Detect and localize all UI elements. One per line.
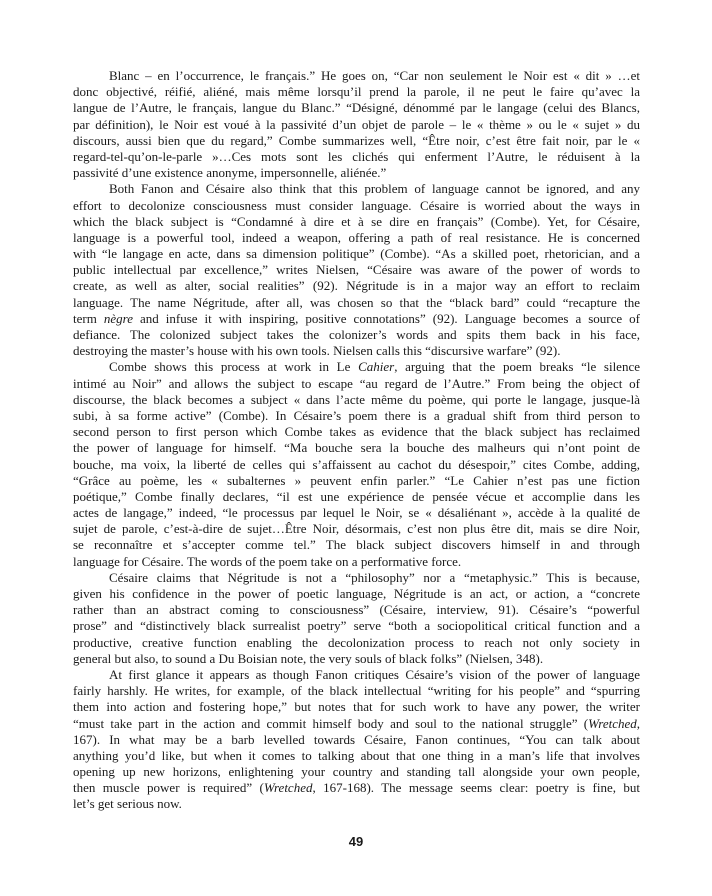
- text-segment: “Grâce au poème, les « subalternes » peuvent enfin parler.” “Le Cahier n’est pas une fiction: [73, 472, 640, 488]
- text-segment: general but also, to sound a Du Boisian note, the very souls of black folks” (Nielsen, 348).: [73, 650, 544, 666]
- document-body: [73, 68, 640, 813]
- text-line: [73, 311, 640, 327]
- text-line: [73, 667, 640, 683]
- text-line: [73, 424, 640, 440]
- text-segment: ,: [636, 715, 640, 731]
- paragraph: [73, 570, 640, 667]
- text-segment: se reconnaître et s’accepter comme tel.” The black subject discovers himself in and through: [73, 537, 640, 553]
- text-line: [73, 68, 640, 84]
- text-segment: langue de l’Autre, le français, langue du Blanc.” “Désigné, dénommé par le langage (celui des Blancs,: [73, 100, 640, 116]
- text-segment: them into action and fostering hope,” but notes that for such work to have any power, the writer: [73, 699, 640, 715]
- text-line: [73, 570, 640, 586]
- text-segment: with “le langage en acte, dans sa dimension politique” (Combe). “As a skilled poet, rhetorician, and a: [73, 246, 640, 262]
- text-line: [73, 165, 640, 181]
- text-line: [73, 214, 640, 230]
- text-line: [73, 602, 640, 618]
- text-segment: effort to decolonize consciousness must consider language. Césaire is worried about the ways in: [73, 197, 640, 213]
- text-segment: bouche, ma voix, la liberté de celles qui s’affaissent au cachot du désespoir,” cites Combe, adding,: [73, 456, 640, 472]
- text-line: [73, 149, 640, 165]
- text-line: [73, 618, 640, 634]
- text-line: [73, 408, 640, 424]
- text-segment: then muscle power is required” (: [73, 780, 264, 796]
- paragraph: [73, 667, 640, 813]
- text-line: [73, 376, 640, 392]
- text-segment: , arguing that the poem breaks “le silence: [394, 359, 640, 375]
- text-line: [73, 343, 640, 359]
- text-line: [73, 796, 640, 812]
- text-line: [73, 489, 640, 505]
- text-segment: language for Césaire. The words of the poem take on a performative force.: [73, 553, 462, 569]
- italic-title: Wretched: [588, 715, 637, 731]
- text-segment: let’s get serious now.: [73, 796, 182, 812]
- text-segment: destroying the master’s house with his own tools. Nielsen calls this “discursive warfare” (92).: [73, 343, 561, 359]
- text-segment: the power of language for himself. “Ma bouche sera la bouche des malheurs qui n’ont point de: [73, 440, 640, 456]
- text-line: [73, 278, 640, 294]
- text-line: [73, 198, 640, 214]
- text-segment: 167). In what may be a barb levelled towards Césaire, Fanon continues, “You can talk about: [73, 731, 640, 747]
- text-segment: fairly harshly. He writes, for example, of the black intellectual “writing for his people” and “spurring: [73, 683, 640, 699]
- text-segment: At first glance it appears as though Fanon critiques Césaire’s vision of the power of language: [109, 666, 640, 682]
- text-line: [73, 230, 640, 246]
- text-line: [73, 699, 640, 715]
- paragraph: [73, 181, 640, 359]
- text-segment: prose” and “distinctively black surrealist poetry” serve “both a sociopolitical critical function and a: [73, 618, 640, 634]
- text-segment: anything you’d like, but when it comes to talking about that one thing in a man’s life that involves: [73, 747, 640, 763]
- text-line: [73, 683, 640, 699]
- text-segment: regard-tel-qu’on-le-parle »…Ces mots sont les clichés qui enferment l’Autre, le réduisent à la: [73, 148, 640, 164]
- text-segment: Blanc – en l’occurrence, le français.” He goes on, “Car non seulement le Noir est « dit » …et: [109, 68, 640, 83]
- text-line: [73, 117, 640, 133]
- text-line: [73, 100, 640, 116]
- text-line: [73, 262, 640, 278]
- text-line: [73, 505, 640, 521]
- text-line: [73, 457, 640, 473]
- text-segment: and infuse it with inspiring, positive connotations” (92). Language becomes a source of: [132, 310, 640, 326]
- text-line: [73, 716, 640, 732]
- text-segment: language is a powerful tool, indeed a weapon, offering a path of real resistance. He is concerned: [73, 229, 640, 245]
- text-segment: donc objectivé, réifié, aliéné, mais même lorsqu’il prend la parole, il ne peut le faire qu’avec la: [73, 84, 640, 100]
- text-line: [73, 392, 640, 408]
- text-line: [73, 295, 640, 311]
- text-segment: discourse, the black becomes a subject « dans l’acte même du poème, qui porte le langage, jusque-là: [73, 391, 640, 407]
- text-segment: Césaire claims that Négritude is not a “philosophy” nor a “metaphysic.” This is because,: [109, 569, 640, 585]
- text-line: [73, 554, 640, 570]
- text-line: [73, 651, 640, 667]
- italic-title: Wretched: [263, 780, 313, 796]
- text-line: [73, 537, 640, 553]
- text-line: [73, 586, 640, 602]
- text-line: [73, 440, 640, 456]
- text-segment: rather than an abstract coming to consciousness” (Césaire, interview, 91). Césaire’s “powerful: [73, 602, 640, 618]
- text-segment: intimé au Noir” and allows the subject to escape “au regard de l’Autre.” From being the object of: [73, 375, 640, 391]
- text-segment: which the black subject is “Condamné à dire et à se dire en français” (Combe). Yet, for Césaire,: [73, 213, 640, 229]
- text-segment: actes de langage,” indeed, “le processus par lequel le Noir, se « désaliénant », accède à la qualité de: [73, 505, 640, 521]
- text-line: [73, 327, 640, 343]
- text-segment: passivité d’une existence anonyme, impersonnelle, aliénée.”: [73, 165, 387, 181]
- text-segment: sujet de parole, c’est-à-dire de sujet…Être Noir, désormais, c’est non plus être dit, mais se dire Noir,: [73, 521, 640, 537]
- text-segment: given his confidence in the power of poetic language, Négritude is an act, or action, a “concrete: [73, 586, 640, 601]
- text-segment: language. The name Négritude, after all, was chosen so that the “black bard” could “recapture the: [73, 294, 640, 310]
- text-segment: term: [73, 310, 104, 326]
- text-segment: create, as well as alter, social realities” (92). Négritude is in a major way an effort to reclaim: [73, 278, 640, 294]
- paragraph: [73, 359, 640, 569]
- text-segment: , 167-168). The message seems clear: poetry is fine, but: [312, 780, 640, 796]
- italic-title: nègre: [103, 310, 133, 326]
- text-segment: productive, creative function enabling the decolonization process to reach not only society in: [73, 634, 640, 650]
- text-line: [73, 635, 640, 651]
- text-line: [73, 748, 640, 764]
- text-line: [73, 780, 640, 796]
- text-line: [73, 521, 640, 537]
- text-segment: “must take part in the action and commit himself body and soul to the national struggle” (: [73, 715, 589, 731]
- text-line: [73, 133, 640, 149]
- text-line: [73, 246, 640, 262]
- text-line: [73, 473, 640, 489]
- text-line: [73, 732, 640, 748]
- text-segment: Both Fanon and Césaire also think that this problem of language cannot be ignored, and any: [109, 181, 640, 197]
- text-segment: public intellectual par excellence,” writes Nielsen, “Césaire was aware of the power of words to: [73, 262, 640, 278]
- text-segment: discours, aussi bien que du regard,” Combe summarizes well, “Être noir, c’est être fait noir, par le «: [73, 132, 640, 148]
- text-segment: Combe shows this process at work in Le: [109, 359, 359, 375]
- text-segment: second person to first person which Combe takes as evidence that the black subject has reclaimed: [73, 424, 640, 440]
- text-segment: par définition), le Noir est voué à la passivité d’un objet de parole – le « thème » ou le « sujet » du: [73, 116, 640, 132]
- paragraph: [73, 68, 640, 181]
- italic-title: Cahier: [358, 359, 395, 375]
- text-line: [73, 181, 640, 197]
- text-line: [73, 84, 640, 100]
- text-segment: poétique,” Combe finally declares, “il est une expérience de pensée vécue et accomplie dans les: [73, 488, 640, 504]
- page-number: 49: [348, 834, 364, 849]
- text-line: [73, 764, 640, 780]
- text-line: [73, 359, 640, 375]
- text-segment: opening up new horizons, enlightening your country and standing tall alongside your own people,: [73, 764, 640, 780]
- text-segment: defiance. The colonized subject takes the colonizer’s words and spits them back in his face,: [73, 327, 640, 342]
- text-segment: subi, à sa forme active” (Combe). In Césaire’s poem there is a gradual shift from third person to: [73, 407, 640, 423]
